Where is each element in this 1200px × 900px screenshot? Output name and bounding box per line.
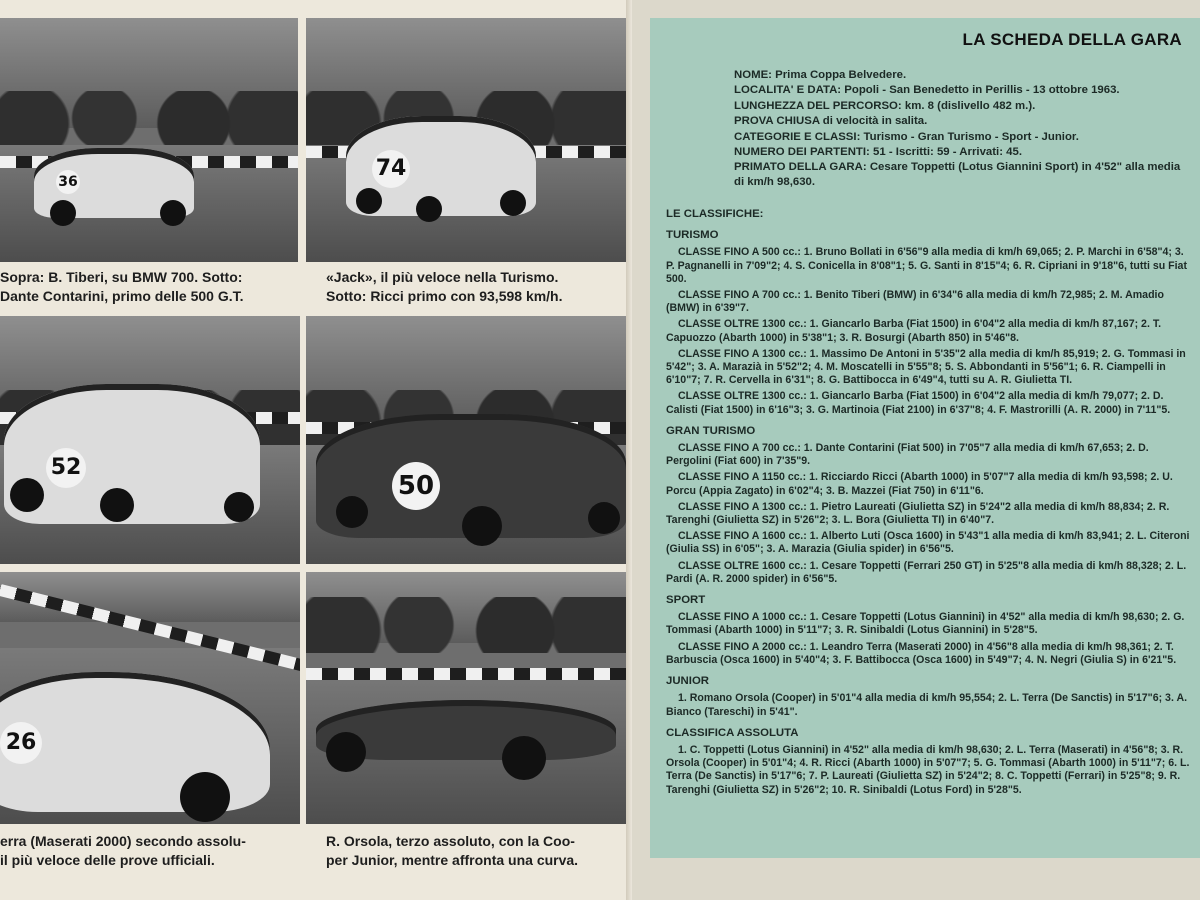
fact-lunghezza: LUNGHEZZA DEL PERCORSO: km. 8 (dislivello 482 m.).: [734, 99, 1036, 112]
photo-contarini-500: [0, 316, 300, 564]
fact-localita: LOCALITA' E DATA: Popoli - San Benedetto in Perillis - 13 ottobre 1963.: [734, 84, 1120, 97]
turismo-class: CLASSE FINO A 700 cc.: 1. Benito Tiberi (BMW) in 6'34"6 alla media di km/h 72,985; 2. M. Amadio (BMW) in 6'39"7.: [666, 289, 1164, 315]
fact-partenti: NUMERO DEI PARTENTI: 51 - Iscritti: 59 - Arrivati: 45.: [734, 146, 1022, 159]
turismo-class: CLASSE FINO A 500 cc.: 1. Bruno Bollati in 6'56"9 alla media di km/h 69,065; 2. P. Marchi in 6'58"4; 3. P. Pagnanelli in 7'09"2; 4. S. Conicella in 8'08"1; 5. G. Santi in 8'15"4; 6. R. Cipriani in 9'18"6, tutti su Fiat 500.: [666, 246, 1187, 285]
car-number: 50: [392, 462, 440, 510]
scheda-panel: [650, 18, 1200, 858]
fact-nome: NOME: Prima Coppa Belvedere.: [734, 69, 907, 81]
car-number: 36: [56, 170, 80, 194]
scheda-title: LA SCHEDA DELLA GARA: [962, 30, 1182, 49]
sport-class: CLASSE FINO A 1000 cc.: 1. Cesare Toppetti (Lotus Giannini) in 4'52" alla media di km/h 98,630; 2. G. Tommasi (Abarth 1000) in 5'11"7; 3. R. Sinibaldi (Lotus Giannini) in 5'28"5.: [666, 611, 1185, 637]
gt-class: CLASSE FINO A 1600 cc.: 1. Alberto Luti (Osca 1600) in 5'43"1 alla media di km/h 83,941; 2. L. Citeroni (Giulia SS) in 6'05"; 3. A. Marazia (Giulia spider) in 6'56"5.: [666, 530, 1190, 556]
car-number: 26: [0, 722, 42, 764]
turismo-heading: TURISMO: [666, 229, 719, 242]
turismo-class: CLASSE FINO A 1300 cc.: 1. Massimo De Antoni in 5'35"2 alla media di km/h 85,919; 2. G. Tommasi in 5'42"; 3. A. Marazià in 5'52"2; 4. M. Moscatelli in 5'55"8; 5. S. Abbondanti in 5'56"1; 6. R. Ciampelli in 6'10"7; 7. R. Cervella in 6'31"; 8. G. Battibocca in 6'49"4, tutti su A. R. Giulietta TI.: [666, 347, 1186, 387]
photo-ricci-abarth: [306, 316, 628, 564]
photo-orsola-cooper: [306, 572, 628, 824]
assoluta-heading: CLASSIFICA ASSOLUTA: [666, 726, 799, 739]
photo-terra-maserati: [0, 572, 300, 824]
sport-class: CLASSE FINO A 2000 cc.: 1. Leandro Terra (Maserati 2000) in 4'56"8 alla media di km/h 98,361; 2. T. Barbuscia (Osca 1600) in 5'40"4; 3. F. Battibocca (Osca 1600) in 5'49"7; 4. N. Negri (Giulia S) in 6'21"5.: [666, 640, 1177, 666]
turismo-class: CLASSE OLTRE 1300 cc.: 1. Giancarlo Barba (Fiat 1500) in 6'04"2 alla media di km/h 79,077; 2. D. Calisti (Fiat 1500) in 6'16"3; 3. G. Martinoia (Fiat 2100) in 6'37"8; 4. F. Mastrorilli (A. R. 2000) in 7'11"5.: [666, 390, 1171, 416]
photo-jack-turismo: [306, 18, 628, 262]
results: [666, 208, 1190, 802]
caption-top-right: «Jack», il più veloce nella Turismo. Sotto: Ricci primo con 93,598 km/h.: [326, 269, 563, 304]
gt-heading: GRAN TURISMO: [666, 424, 756, 437]
photo-bmw-700: [0, 18, 298, 262]
junior-results: 1. Romano Orsola (Cooper) in 5'01"4 alla media di km/h 95,554; 2. L. Terra (De Sanctis) in 5'17"6; 3. A. Bianco (Tareschi) in 5'41".: [666, 692, 1188, 718]
race-facts: [734, 68, 1184, 190]
gt-class: CLASSE FINO A 700 cc.: 1. Dante Contarini (Fiat 500) in 7'05"7 alla media di km/h 67,653; 2. D. Pergolini (Fiat 600) in 7'35"9.: [666, 442, 1149, 468]
gt-class: CLASSE FINO A 1300 cc.: 1. Pietro Laureati (Giulietta SZ) in 5'24"2 alla media di km/h 88,834; 2. R. Tarenghi (Giulietta SZ) in 5'26"2; 3. L. Bora (Giulietta TI) in 6'40"7.: [666, 500, 1170, 527]
turismo-class: CLASSE OLTRE 1300 cc.: 1. Giancarlo Barba (Fiat 1500) in 6'04"2 alla media di km/h 87,167; 2. T. Capuozzo (Abarth 1000) in 5'38"1; 3. R. Bosurgi (Abarth 850) in 5'46"8.: [666, 318, 1162, 344]
fact-categorie: CATEGORIE E CLASSI: Turismo - Gran Turismo - Sport - Junior.: [734, 130, 1079, 143]
sport-heading: SPORT: [666, 594, 706, 607]
car-number: 74: [372, 150, 410, 188]
gt-class: CLASSE OLTRE 1600 cc.: 1. Cesare Toppetti (Ferrari 250 GT) in 5'25"8 alla media di km/h 88,328; 2. L. Pardi (A. R. 2000 spider) in 6'56"5.: [666, 559, 1187, 585]
fact-prova: PROVA CHIUSA di velocità in salita.: [734, 115, 928, 128]
classifiche-heading: LE CLASSIFICHE:: [666, 208, 764, 220]
caption-bottom-left: erra (Maserati 2000) secondo assolu- il più veloce delle prove ufficiali.: [0, 833, 246, 868]
caption-bottom-right: R. Orsola, terzo assoluto, con la Coo- per Junior, mentre affronta una curva.: [326, 833, 579, 868]
car-number: 52: [46, 448, 86, 488]
junior-heading: JUNIOR: [666, 675, 710, 688]
fact-primato: PRIMATO DELLA GARA: Cesare Toppetti (Lotus Giannini Sport) in 4'52" alla media di km/h 98,630.: [734, 161, 1181, 188]
assoluta-results: 1. C. Toppetti (Lotus Giannini) in 4'52" alla media di km/h 98,630; 2. L. Terra (Maserati) in 4'56"8; 3. R. Orsola (Cooper) in 5'01"4; 4. R. Ricci (Abarth 1000) in 5'07"7; 5. G. Tommasi (Abarth 1000) in 5'11"7; 6. L. Terra (De Sanctis) in 5'17"6; 7. P. Laureati (Giulietta SZ) in 5'24"2; 8. C. Toppetti (Ferrari) in 5'25"8; 9. R. Tarenghi (Giulietta SZ) in 5'26"2; 10. R. Sinibaldi (Lotus Ford) in 5'28"5.: [666, 743, 1190, 796]
caption-top-left: Sopra: B. Tiberi, su BMW 700. Sotto: Dante Contarini, primo delle 500 G.T.: [0, 269, 244, 304]
gt-class: CLASSE FINO A 1150 cc.: 1. Ricciardo Ricci (Abarth 1000) in 5'07"7 alla media di km/h 93,598; 2. U. Porcu (Appia Zagato) in 6'02"4; 3. B. Mazzei (Fiat 750) in 6'11"6.: [666, 471, 1173, 497]
